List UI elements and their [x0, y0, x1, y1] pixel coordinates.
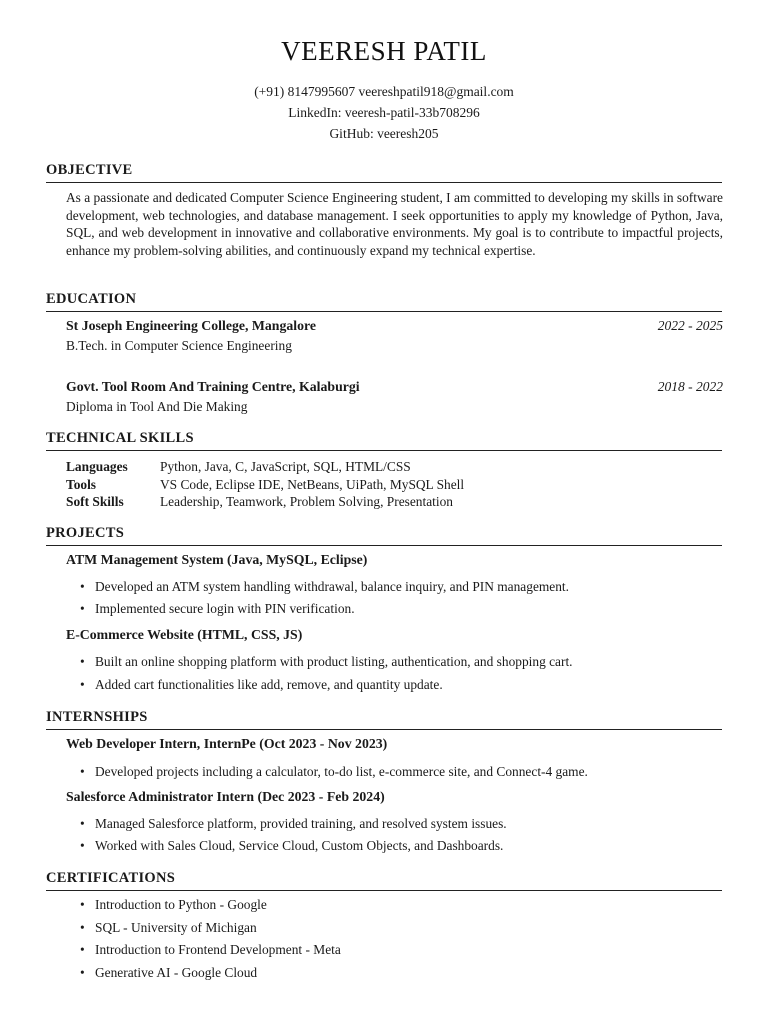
certification-item [80, 942, 720, 958]
education-entry [66, 318, 723, 354]
project-bullet [80, 579, 720, 595]
internship-bullet-text: Managed Salesforce platform, provided training, and resolved system issues. [95, 816, 507, 831]
project-bullet [80, 677, 720, 693]
internship-title: Salesforce Administrator Intern (Dec 2023 - Feb 2024) [66, 789, 385, 804]
certification-item [80, 920, 720, 936]
education-degree: Diploma in Tool And Die Making [66, 399, 248, 414]
skill-category: Tools [66, 476, 97, 492]
project-bullet [80, 654, 720, 670]
certification-text: Generative AI - Google Cloud [95, 965, 258, 980]
skill-values: Leadership, Teamwork, Problem Solving, Presentation [160, 494, 453, 509]
project-title: ATM Management System (Java, MySQL, Eclipse) [66, 552, 368, 567]
certification-item [80, 897, 720, 913]
bullet-dot: • [80, 579, 85, 594]
education-institution: St Joseph Engineering College, Mangalore [66, 318, 317, 333]
certification-text: Introduction to Python - Google [95, 897, 267, 912]
skill-category: Soft Skills [66, 494, 124, 509]
certification-text: SQL - University of Michigan [95, 920, 257, 935]
section-title-objective: OBJECTIVE [46, 162, 722, 183]
section-title-projects: PROJECTS [46, 525, 722, 546]
internship-bullet-text: Worked with Sales Cloud, Service Cloud, Custom Objects, and Dashboards. [95, 838, 504, 853]
objective-text: As a passionate and dedicated Computer Science Engineering student, I am committed to developing my skills in software development, web technologies, and database management. I seek opportunities to apply my knowledge of Python, Java, SQL, and web development in innovative and collaborative environments. My goal is to contribute to impactful projects, enhance my problem-solving abilities, and continuously expand my technical expertise. [66, 190, 723, 258]
candidate-name: VEERESH PATIL [281, 36, 487, 66]
bullet-dot: • [80, 601, 85, 616]
project-bullet-text: Implemented secure login with PIN verification. [95, 601, 355, 616]
education-degree: B.Tech. in Computer Science Engineering [66, 338, 292, 353]
education-dates: 2022 - 2025 [657, 318, 723, 333]
project-bullet-text: Added cart functionalities like add, remove, and quantity update. [95, 677, 443, 692]
bullet-dot: • [80, 838, 85, 853]
education-entry [66, 379, 723, 415]
skill-row [66, 477, 723, 495]
project-bullet-text: Built an online shopping platform with product listing, authentication, and shopping cart. [95, 654, 573, 669]
project-title: E-Commerce Website (HTML, CSS, JS) [66, 627, 303, 642]
bullet-dot: • [80, 654, 85, 669]
bullet-dot: • [80, 677, 85, 692]
skill-category: Languages [66, 459, 128, 474]
bullet-dot: • [80, 965, 85, 980]
bullet-dot: • [80, 897, 85, 912]
skill-values: Python, Java, C, JavaScript, SQL, HTML/CSS [160, 459, 411, 474]
project-bullet-text: Developed an ATM system handling withdrawal, balance inquiry, and PIN management. [95, 579, 570, 594]
skill-row [66, 459, 723, 477]
bullet-dot: • [80, 942, 85, 957]
bullet-dot: • [80, 816, 85, 831]
internship-bullet [80, 764, 720, 780]
contact-linkedin: LinkedIn: veeresh-patil-33b708296 [288, 105, 480, 120]
bullet-dot: • [80, 764, 85, 779]
education-dates: 2018 - 2022 [657, 379, 723, 394]
project-bullet [80, 601, 720, 617]
bullet-dot: • [80, 920, 85, 935]
internship-bullet [80, 838, 720, 854]
certification-text: Introduction to Frontend Development - Meta [95, 942, 341, 957]
internship-bullet [80, 816, 720, 832]
section-title-skills: TECHNICAL SKILLS [46, 430, 722, 451]
education-institution: Govt. Tool Room And Training Centre, Kalaburgi [66, 379, 360, 394]
internship-title: Web Developer Intern, InternPe (Oct 2023 - Nov 2023) [66, 736, 388, 751]
certification-item [80, 965, 720, 981]
skill-values: VS Code, Eclipse IDE, NetBeans, UiPath, MySQL Shell [160, 476, 465, 492]
skill-row [66, 494, 723, 512]
skills-table [66, 459, 723, 512]
section-title-internships: INTERNSHIPS [46, 709, 722, 730]
section-title-education: EDUCATION [46, 291, 722, 312]
internship-bullet-text: Developed projects including a calculator, to-do list, e-commerce site, and Connect-4 game. [95, 764, 588, 779]
contact-phone-email: (+91) 8147995607 veereshpatil918@gmail.com [254, 84, 514, 99]
contact-github: GitHub: veeresh205 [329, 126, 439, 141]
section-title-certifications: CERTIFICATIONS [46, 870, 722, 891]
